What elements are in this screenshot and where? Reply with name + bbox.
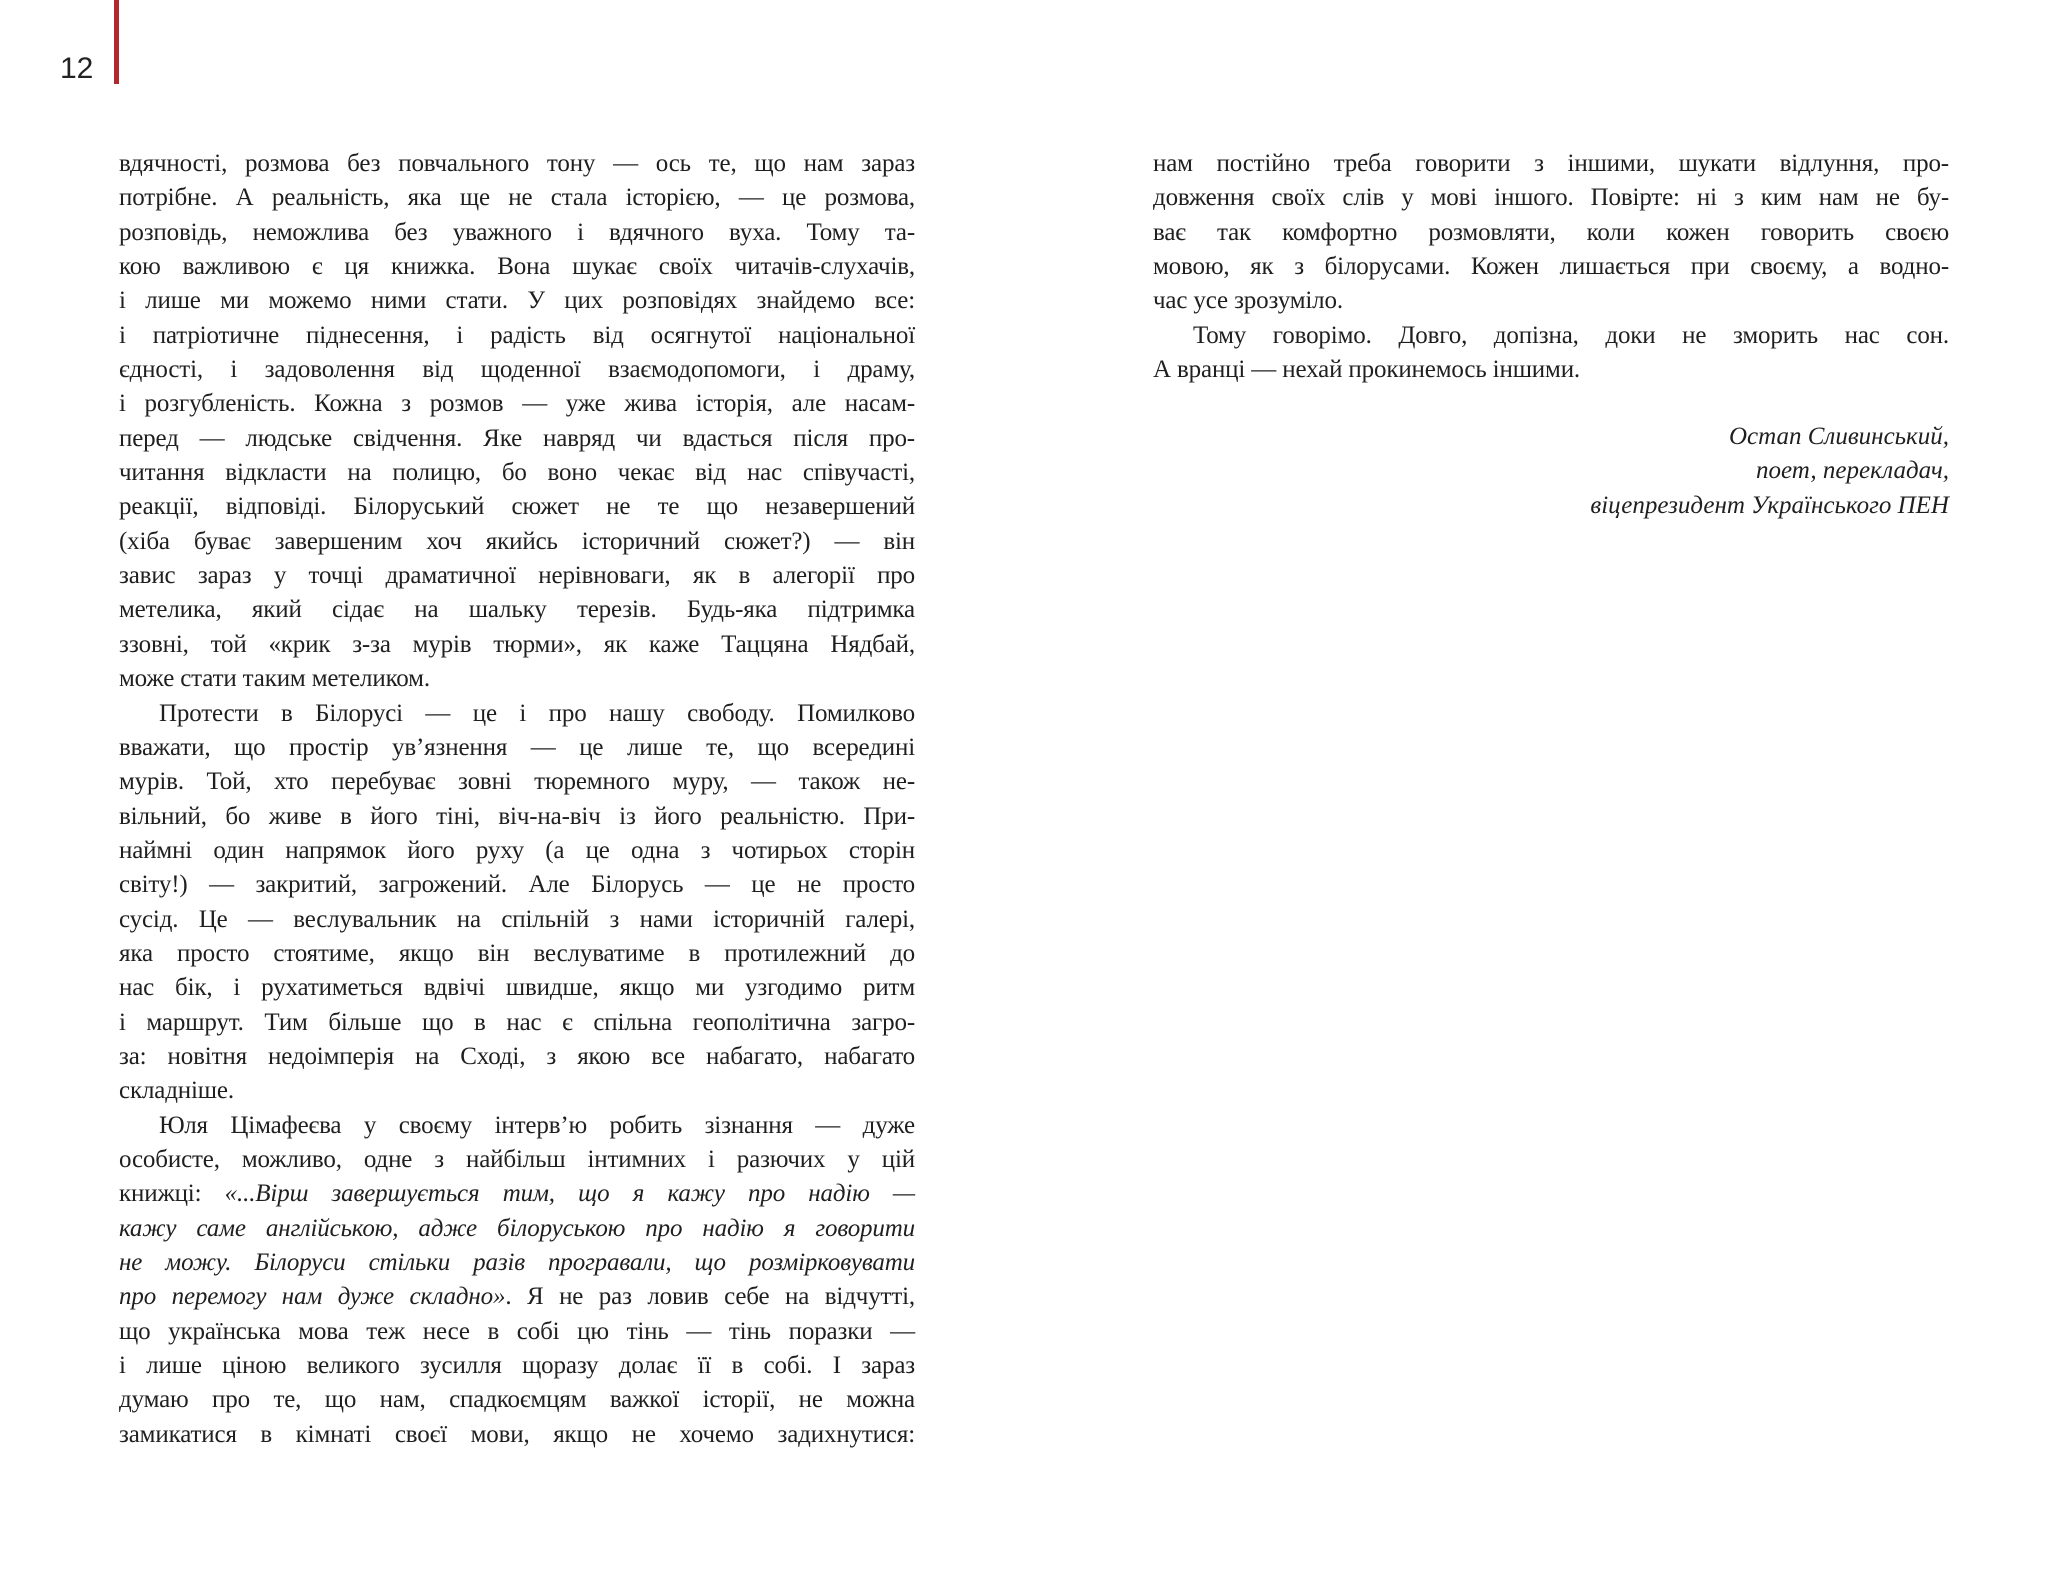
body-text: реакції, відповіді. Білоруський сюжет не те що незавершений: [119, 493, 915, 521]
text-line: [119, 147, 915, 181]
text-line: [119, 181, 915, 215]
body-text: може стати таким метеликом.: [119, 665, 430, 693]
text-line: [119, 903, 915, 937]
text-line: [119, 353, 915, 387]
left-text-column: [119, 147, 915, 1452]
body-text: кою важливою є ця книжка. Вона шукає своїх читачів-слухачів,: [119, 253, 915, 281]
body-text: наймні один напрямок його руху (а це одна з чотирьох сторін: [119, 836, 915, 864]
quote-text: кажу саме англійською, адже білоруською про надію я говорити: [119, 1214, 915, 1242]
text-line: [119, 628, 915, 662]
text-line: [119, 456, 915, 490]
text-line: [1153, 353, 1949, 387]
text-line: [119, 525, 915, 559]
body-text: і розгубленість. Кожна з розмов — уже жива історія, але насам-: [119, 390, 915, 418]
right-text-column: [1153, 147, 1949, 387]
text-line: [1153, 216, 1949, 250]
text-line: [119, 250, 915, 284]
body-text: перед — людське свідчення. Яке навряд чи вдасться після про-: [119, 424, 915, 452]
text-line: [119, 868, 915, 902]
body-text: ззовні, той «крик з-за мурів тюрми», як каже Таццяна Нядбай,: [119, 630, 915, 658]
text-line: [119, 319, 915, 353]
body-text: мовою, як з білорусами. Кожен лишається при своєму, а водно-: [1153, 253, 1949, 281]
text-line: [119, 662, 915, 696]
body-text: сусід. Це — веслувальник на спільній з нами історичній галері,: [119, 905, 915, 933]
text-line: [119, 1040, 915, 1074]
body-text: нас бік, і рухатиметься вдвічі швидше, якщо ми узгодимо ритм: [119, 974, 915, 1002]
text-line: [119, 216, 915, 250]
text-line: [119, 1315, 915, 1349]
body-text: ває так комфортно розмовляти, коли кожен говорить своєю: [1153, 218, 1949, 246]
text-line: [1153, 250, 1949, 284]
body-text: читання відкласти на полицю, бо воно чекає від нас співучасті,: [119, 459, 915, 487]
body-text: . Я не раз ловив себе на відчутті,: [505, 1283, 915, 1311]
text-line: [1153, 181, 1949, 215]
body-text: за: новітня недоімперія на Сході, з якою все набагато, набагато: [119, 1042, 915, 1070]
text-line: [119, 1418, 915, 1452]
text-line: [119, 490, 915, 524]
text-line: [119, 937, 915, 971]
body-text: вважати, що простір ув’язнення — це лише те, що всередині: [119, 733, 915, 761]
text-line: [119, 1349, 915, 1383]
body-text: завис зараз у точці драматичної нерівноваги, як в алегорії про: [119, 562, 915, 590]
text-line: [1153, 319, 1949, 353]
text-line: [119, 593, 915, 627]
text-line: [119, 284, 915, 318]
body-text: Протести в Білорусі — це і про нашу свободу. Помилково: [159, 699, 915, 727]
body-text: думаю про те, що нам, спадкоємцям важкої історії, не можна: [119, 1386, 915, 1414]
body-text: і маршрут. Тим більше що в нас є спільна геополітична загро-: [119, 1008, 915, 1036]
text-line: [119, 697, 915, 731]
text-line: [119, 1177, 915, 1211]
body-text: метелика, який сідає на шальку терезів. Будь-яка підтримка: [119, 596, 915, 624]
text-line: [119, 1074, 915, 1108]
text-line: [119, 1143, 915, 1177]
body-text: яка просто стоятиме, якщо він веслуватиме в протилежний до: [119, 939, 915, 967]
body-text: час усе зрозуміло.: [1153, 287, 1343, 315]
body-text: (хіба буває завершеним хоч якийсь історичний сюжет?) — він: [119, 527, 915, 555]
text-line: [119, 1246, 915, 1280]
body-text: вдячності, розмова без повчального тону — ось те, що нам зараз: [119, 150, 915, 177]
body-text: і патріотичне піднесення, і радість від осягнутої національної: [119, 321, 915, 349]
body-text: нам постійно треба говорити з іншими, шукати відлуння, про-: [1153, 150, 1949, 177]
body-text: Тому говорімо. Довго, допізна, доки не зморить нас сон.: [1193, 321, 1949, 349]
body-text: вільний, бо живе в його тіні, віч-на-віч із його реальністю. При-: [119, 802, 915, 830]
signature-title: віцепрезидент Українського ПЕН: [1590, 491, 1949, 519]
text-line: [119, 800, 915, 834]
body-text: довження своїх слів у мові іншого. Повірте: ні з ким нам не бу-: [1153, 184, 1949, 212]
page-number: 12: [60, 52, 94, 85]
text-line: [1153, 284, 1949, 318]
body-text: складніше.: [119, 1077, 234, 1105]
text-line: [119, 1212, 915, 1246]
body-text: Юля Цімафеєва у своєму інтерв’ю робить зізнання — дуже: [159, 1111, 915, 1139]
body-text: і лише ціною великого зусилля щоразу долає її в собі. І зараз: [119, 1352, 915, 1380]
text-line: [119, 1383, 915, 1417]
body-text: потрібне. А реальність, яка ще не стала історією, — це розмова,: [119, 184, 915, 212]
body-text: світу!) — закритий, загрожений. Але Білорусь — це не просто: [119, 871, 915, 899]
quote-text: «...Вірш завершується тим, що я кажу про надію —: [224, 1180, 915, 1208]
text-line: [119, 387, 915, 421]
quote-text: не можу. Білоруси стільки разів програвали, що розмірковувати: [119, 1249, 915, 1276]
body-text: мурів. Той, хто перебуває зовні тюремного муру, — також не-: [119, 768, 915, 796]
body-text: що українська мова теж несе в собі цю тінь — тінь поразки —: [119, 1317, 915, 1345]
author-signature: [1153, 420, 1949, 523]
text-line: [119, 765, 915, 799]
body-text: А вранці — нехай прокинемось іншими.: [1153, 356, 1581, 384]
body-text: розповідь, неможлива без уважного і вдячного вуха. Тому та-: [119, 218, 915, 246]
text-line: [119, 1109, 915, 1143]
text-line: [119, 731, 915, 765]
text-line: [119, 834, 915, 868]
text-line: [119, 1006, 915, 1040]
accent-bar: [114, 0, 119, 84]
text-line: [119, 422, 915, 456]
body-text: замикатися в кімнаті своєї мови, якщо не хочемо задихнутися:: [119, 1420, 915, 1448]
body-text: книжці:: [119, 1180, 225, 1208]
body-text: єдності, і задоволення від щоденної взаємодопомоги, і драму,: [119, 356, 915, 384]
quote-text: про перемогу нам дуже складно»: [119, 1283, 506, 1311]
text-line: [119, 559, 915, 593]
text-line: [1153, 147, 1949, 181]
signature-role: поет, перекладач,: [1755, 457, 1949, 485]
body-text: особисте, можливо, одне з найбільш інтимних і разючих у цій: [119, 1145, 915, 1173]
text-line: [119, 1280, 915, 1314]
signature-name: Остап Сливинський,: [1728, 423, 1949, 450]
body-text: і лише ми можемо ними стати. У цих розповідях знайдемо все:: [119, 287, 915, 315]
text-line: [119, 971, 915, 1005]
